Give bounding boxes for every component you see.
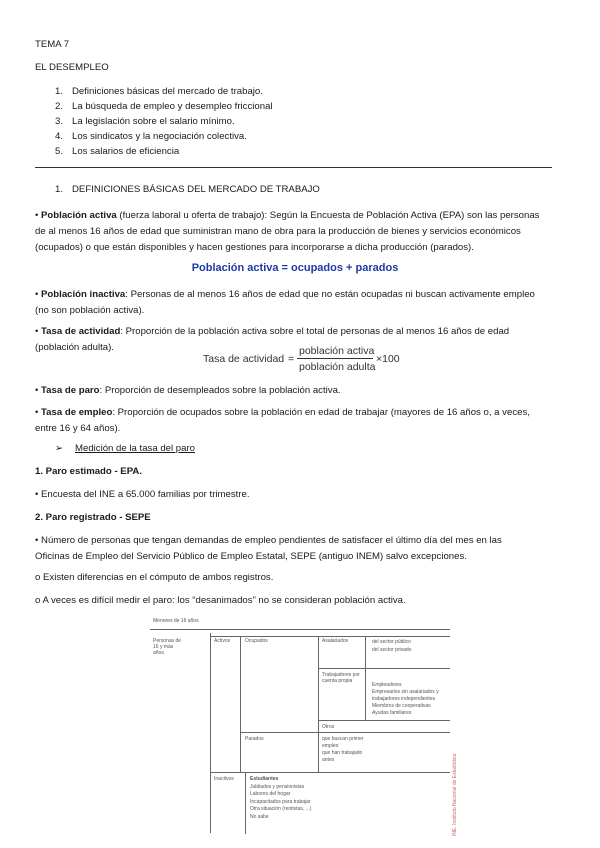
diagram-label: Ocupados	[245, 638, 268, 644]
toc-item: 1. Definiciones básicas del mercado de trabajo.	[55, 86, 263, 97]
diagram-label: Asalariados	[322, 638, 349, 644]
subheading-medicion: ➢ Medición de la tasa del paro	[55, 443, 195, 454]
table-of-contents	[55, 84, 273, 159]
toc-item: 3. La legislación sobre el salario mínimo.	[55, 116, 235, 127]
paro-estimado-text: • Encuesta del INE a 65.000 familias por trimestre.	[35, 489, 250, 500]
diagram-label: Trabajadores por cuenta propia	[322, 672, 360, 684]
divider	[35, 167, 552, 168]
diagram-label: Activos	[214, 638, 231, 644]
section-heading: 1. DEFINICIONES BÁSICAS DEL MERCADO DE TRABAJO	[55, 184, 320, 195]
diagram-label: que buscan primer empleo que han trabajado antes	[322, 736, 364, 763]
page-title: EL DESEMPLEO	[35, 62, 109, 73]
formula-poblacion-activa: Población activa = ocupados + parados	[191, 262, 399, 274]
diagram-label: Estudiantes Jubilados y pensionistas Labores del hogar Incapacitados para trabajar Otra situación (rentistas, ...) No sabe	[250, 776, 312, 820]
diagram-label: Inactivos	[214, 776, 234, 782]
diagram-label: Menores de 16 años	[153, 618, 199, 624]
paro-registrado-text: • Número de personas que tengan demandas de empleo pendientes de satisfacer el último día del mes en las Oficinas de Empleo del Servicio Público de Empleo Estatal, SEPE (antiguo INEM) salvo excepciones.	[35, 535, 502, 562]
tema-label: TEMA 7	[35, 39, 70, 50]
paragraph-tasa-empleo: • Tasa de empleo: Proporción de ocupados sobre la población en edad de trabajar (mayores de 16 años o, a veces, entre 16 y 64 años).	[35, 407, 530, 434]
diagram-label: Otros	[322, 724, 335, 730]
diagram-label: del sector público del sector privado	[372, 639, 412, 653]
toc-item: 5. Los salarios de eficiencia	[55, 146, 180, 157]
note-item: o A veces es difícil medir el paro: los “desanimados” no se consideran población activa.	[35, 595, 406, 606]
paragraph-poblacion-activa: • Población activa (fuerza laboral u oferta de trabajo): Según la Encuesta de Población Activa (EPA) son las personas de al menos 16 años de edad que suministran mano de obra para la producción de bienes y servicios económicos (ocupados) o que están disponibles y hacen gestiones para incorporarse a dicha producción (parados).	[35, 210, 540, 253]
paragraph-poblacion-inactiva: • Población inactiva: Personas de al menos 16 años de edad que no están ocupadas ni buscan activamente empleo (no son población activa).	[35, 289, 535, 316]
paragraph-tasa-actividad: • Tasa de actividad: Proporción de la población activa sobre el total de personas de al menos 16 años de edad (población adulta).	[35, 326, 510, 353]
diagram-label: Parados	[245, 736, 264, 742]
diagram-label: Personas de 16 y más años	[153, 638, 182, 656]
note-item: o Existen diferencias en el cómputo de ambos registros.	[35, 572, 274, 583]
diagram-label: Empleadores Empresarios sin asalariados y trabajadores independientes Miembros de cooperativas Ayudas familiares	[372, 682, 439, 716]
toc-item: 2. La búsqueda de empleo y desempleo friccional	[55, 101, 273, 112]
population-diagram	[150, 616, 450, 836]
source-watermark: INE. Instituto Nacional de Estadística	[452, 753, 458, 836]
paragraph-tasa-paro: • Tasa de paro: Proporción de desempleados sobre la población activa.	[35, 385, 341, 396]
paro-registrado-title: 2. Paro registrado - SEPE	[35, 512, 151, 523]
toc-item: 4. Los sindicatos y la negociación colectiva.	[55, 131, 247, 142]
paro-estimado-title: 1. Paro estimado - EPA.	[35, 466, 142, 477]
